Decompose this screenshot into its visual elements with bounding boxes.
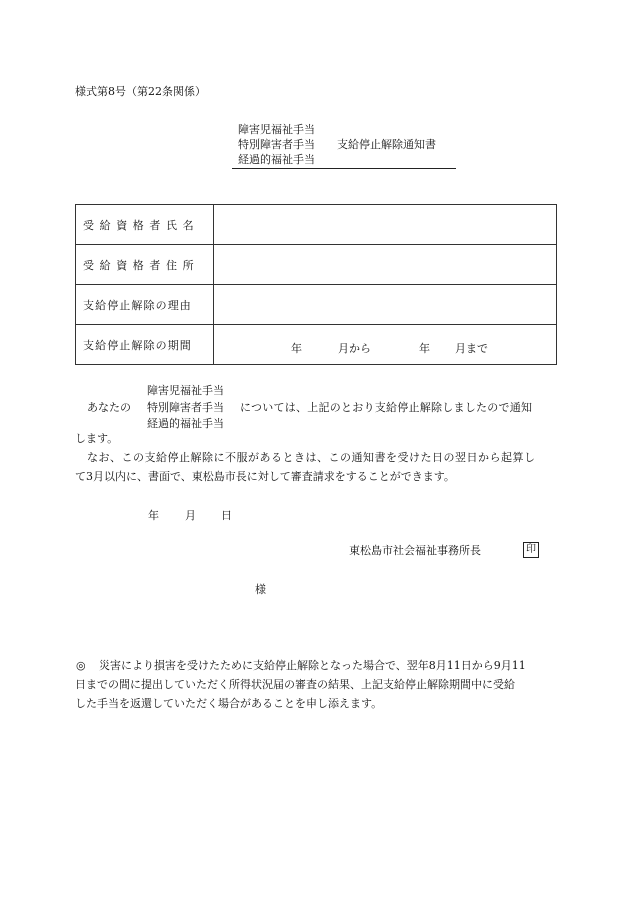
date-year: 年	[148, 509, 159, 522]
table-row	[76, 285, 557, 325]
row-label-name: 受給資格者氏名	[83, 218, 200, 232]
note-line-3: した手当を返還していただく場合があることを申し添えます。	[75, 697, 383, 710]
body-prefix: あなたの	[87, 401, 131, 414]
body-allowance-3: 経過的福祉手当	[147, 417, 224, 430]
table-row	[76, 205, 557, 245]
recipient-honorific: 様	[255, 583, 266, 596]
body-line-2: します。	[75, 432, 119, 445]
title-notice: 支給停止解除通知書	[337, 138, 436, 151]
row-label-period: 支給停止解除の期間	[83, 338, 192, 352]
issuer-name: 東松島市社会福祉事務所長	[349, 544, 481, 557]
note-line-2: 日までの間に提出していただく所得状況届の審査の結果、上記支給停止解除期間中に受給	[75, 678, 515, 691]
note-mark: ◎	[76, 659, 86, 672]
recipient-name-field[interactable]	[214, 205, 557, 245]
row-label-reason: 支給停止解除の理由	[83, 298, 192, 312]
date-day: 日	[221, 509, 232, 522]
period-year-from: 年	[291, 342, 302, 355]
row-label-address: 受給資格者住所	[83, 258, 200, 272]
form-number: 様式第8号（第22条関係）	[75, 85, 206, 98]
table-row	[76, 325, 557, 365]
body-allowance-2: 特別障害者手当	[147, 401, 224, 414]
body-allowance-1: 障害児福祉手当	[147, 384, 224, 397]
recipient-address-field[interactable]	[214, 245, 557, 285]
body-line-4: て3月以内に、書面で、東松島市長に対して審査請求をすることができます。	[75, 470, 455, 483]
period-year-to: 年	[419, 342, 430, 355]
note-line-1: 災害により損害を受けたために支給停止解除となった場合で、翌年8月11日から9月11	[99, 659, 526, 672]
date-month: 月	[185, 509, 196, 522]
reason-field[interactable]	[214, 285, 557, 325]
title-underline	[232, 168, 456, 169]
period-field[interactable]	[214, 325, 557, 365]
title-allowance-2: 特別障害者手当	[238, 138, 315, 151]
seal-stamp: 印	[523, 542, 539, 558]
body-line-3: なお、この支給停止解除に不服があるときは、この通知書を受けた日の翌日から起算し	[87, 451, 536, 464]
info-table	[75, 204, 557, 365]
body-suffix: については、上記のとおり支給停止解除しましたので通知	[240, 401, 533, 414]
period-month-to: 月まで	[455, 342, 488, 355]
document-title	[238, 124, 315, 169]
title-allowance-1: 障害児福祉手当	[238, 123, 315, 136]
period-month-from: 月から	[338, 342, 371, 355]
title-allowance-3: 経過的福祉手当	[238, 153, 315, 166]
table-row	[76, 245, 557, 285]
